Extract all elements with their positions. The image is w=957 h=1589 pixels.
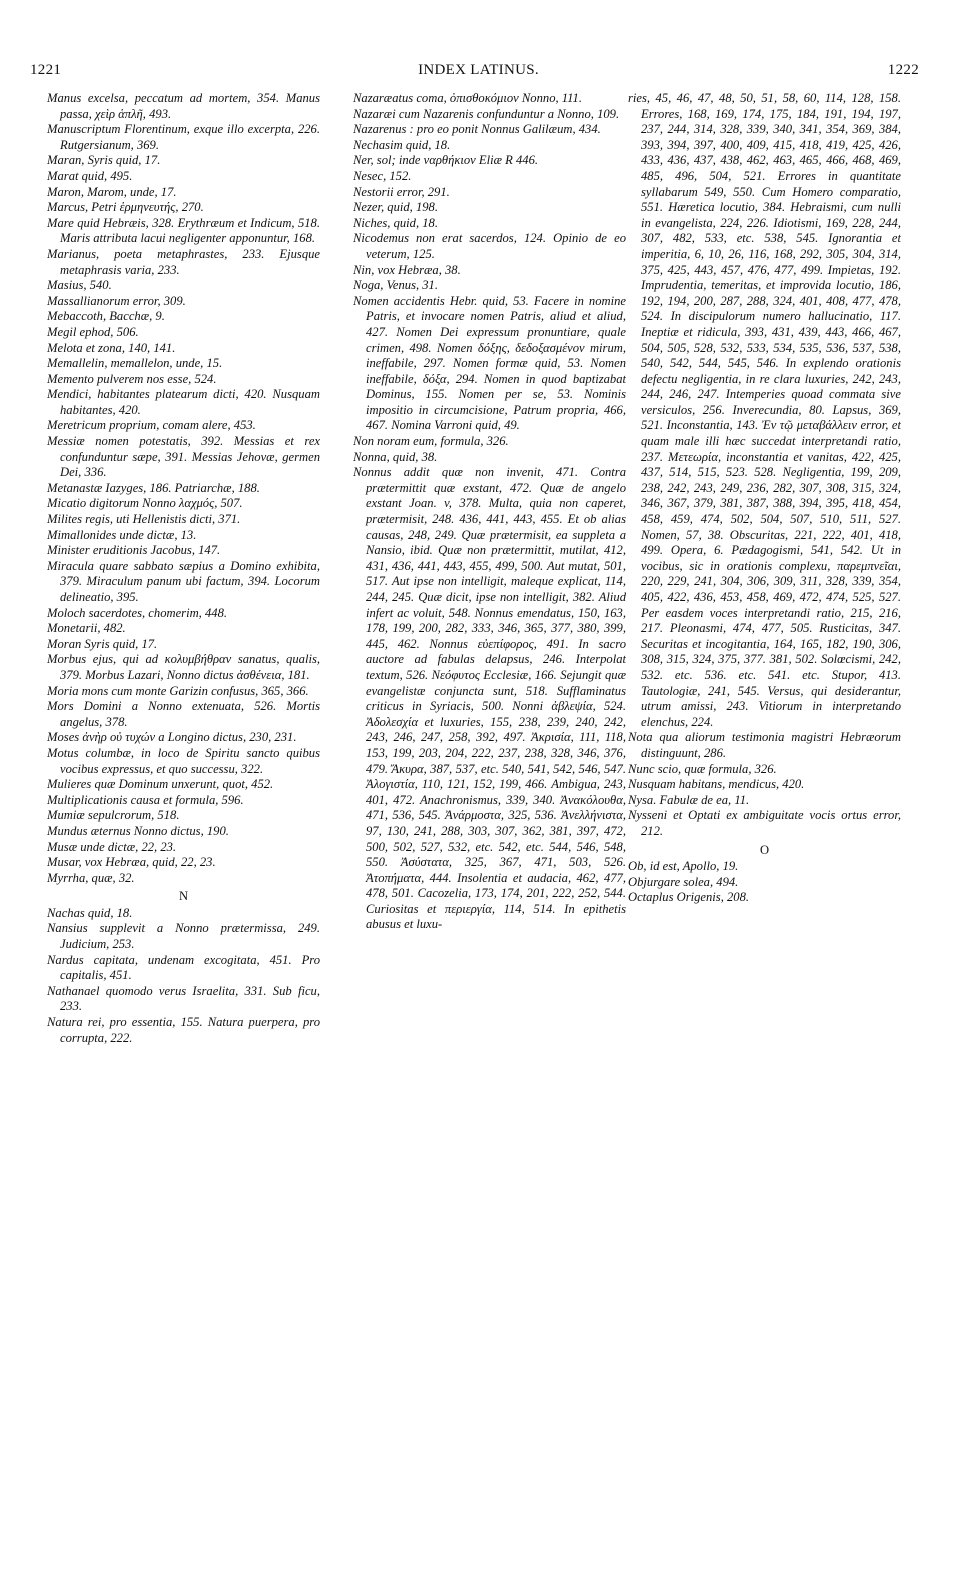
- running-title: INDEX LATINUS.: [418, 62, 539, 78]
- index-entry: Nesec, 152.: [353, 168, 412, 183]
- index-entry: Moran Syris quid, 17.: [47, 636, 158, 651]
- index-entry: Nin, vox Hebræa, 38.: [353, 262, 461, 277]
- index-entry: Mors Domini a Nonno extenuata, 526. Mortis angelus, 378.: [47, 699, 320, 729]
- page-number-left: 1221: [30, 62, 62, 78]
- index-entry: Marcus, Petri ἑρμηνευτής, 270.: [47, 200, 204, 215]
- index-entry: Nardus capitata, undenam excogitata, 451. Pro capitalis, 451.: [47, 952, 320, 983]
- index-entry: Motus columbæ, in loco de Spiritu sancto quibus vocibus expressus, et quo successu, 322.: [47, 745, 320, 776]
- index-entry: Musæ unde dictæ, 22, 23.: [47, 839, 177, 854]
- index-entry: Nunc scio, quæ formula, 326.: [628, 761, 777, 776]
- index-entry: Nysseni et Optati ex ambiguitate vocis ortus error, 212.: [628, 808, 901, 838]
- index-entry: Moloch sacerdotes, chomerim, 448.: [47, 605, 228, 620]
- index-entry: Manuscriptum Florentinum, exque illo excerpta, 226. Rutgersianum, 369.: [47, 122, 320, 152]
- index-entry: Non noram eum, formula, 326.: [353, 434, 509, 449]
- index-entry: Marat quid, 495.: [47, 168, 133, 183]
- index-entry: Miracula quare sabbato sæpius a Domino exhibita, 379. Miraculum panum ubi factum, 394. Locorum delineatio, 395.: [47, 558, 320, 604]
- index-entry: Melota et zona, 140, 141.: [47, 340, 176, 355]
- index-entry: Moria mons cum monte Garizin confusus, 365, 366.: [47, 683, 309, 698]
- index-entry: Mulieres quæ Dominum unxerunt, quot, 452.: [47, 777, 274, 792]
- index-entry: Mimallonides unde dictæ, 13.: [47, 527, 197, 542]
- index-entry: Nusquam habitans, mendicus, 420.: [628, 777, 805, 792]
- index-entry: Nechasim quid, 18.: [353, 137, 451, 152]
- index-entry: Memallelin, memallelon, unde, 15.: [47, 356, 223, 371]
- index-entry: Nonna, quid, 38.: [353, 449, 438, 464]
- index-entry: Mebaccoth, Bacchæ, 9.: [47, 309, 165, 324]
- index-entry: Mundus æternus Nonno dictus, 190.: [47, 823, 229, 838]
- index-entry: Multiplicationis causa et formula, 596.: [47, 792, 244, 807]
- index-entry: Milites regis, uti Hellenistis dicti, 371.: [47, 512, 241, 527]
- index-entry: Musar, vox Hebræa, quid, 22, 23.: [47, 855, 216, 870]
- index-entry: Maron, Marom, unde, 17.: [47, 184, 177, 199]
- index-entry: Metanastæ Iazyges, 186. Patriarchæ, 188.: [47, 480, 260, 495]
- index-entry: Massallianorum error, 309.: [47, 293, 186, 308]
- index-entry: Nezer, quid, 198.: [353, 200, 439, 215]
- index-entry: Micatio digitorum Nonno λαχμός, 507.: [47, 496, 243, 511]
- index-entry: Memento pulverem nos esse, 524.: [47, 371, 217, 386]
- index-column-3: [628, 91, 901, 1571]
- index-entry: Nestorii error, 291.: [353, 184, 450, 199]
- section-letter: N: [178, 889, 189, 904]
- index-entry: Nansius supplevit a Nonno prætermissa, 249. Judicium, 253.: [47, 921, 320, 952]
- index-entry: Nazaræatus coma, ὀπισθοκόμιον Nonno, 111.: [353, 91, 582, 105]
- index-entry: Ner, sol; inde ναρθήκιον Eliæ R 446.: [353, 153, 539, 168]
- index-entry: Mumiæ sepulcrorum, 518.: [47, 808, 180, 823]
- index-entry: Nazarenus : pro eo ponit Nonnus Galilæum, 434.: [353, 122, 601, 137]
- index-entry: ries, 45, 46, 47, 48, 50, 51, 58, 60, 114, 128, 158. Errores, 168, 169, 174, 175, 184, 191, 194, 197, 237, 244, 314, 328, 339, 340, 341, 354, 369, 384, 393, 394, 397, 400, 409, 415, 418, 419, 425, 426, 433, 436, 437, 438, 462, 463, 465, 466, 468, 469, 485, 496, 504, 521. Errores in quantitate syllabarum 549, 550. Cum Homero comparatio, 551. Hæretica locutio, 384. Hebraismi, cum nulli in evangelista, 224, 226. Idiotismi, 169, 228, 244, 307, 482, 533, etc. 538, 545. Ignorantia et imperitia, 6, 10, 26, 116, 168, 292, 305, 304, 314, 375, 425, 443, 457, 476, 477, 499. Impietas, 192. Imprudentia, temeritas, et improvida locutio, 186, 192, 194, 200, 287, 288, 324, 401, 408, 477, 478, 524. In discipulorum numero hallucinatio, 117. Ineptiæ et ridicula, 393, 431, 439, 443, 466, 467, 504, 505, 528, 532, 533, 534, 535, 536, 537, 538, 540, 542, 544, 545, 546. In explendo orationis defectu negligentia, in re clara luxuries, 242, 243, 244, 246, 247. Intemperies quoad commata sive versiculos, 256. Inverecundia, 80. Lapsus, 369, 521. Inconstantia, 143. Ἐν τῷ μεταβάλλειν error, et quam male illi hæc succedat interpretandi ratio, 237. Μετεωρία, inconstantia et vanitas, 422, 425, 437, 514, 515, 523. 528. Negligentia, 199, 209, 238, 242, 243, 249, 236, 282, 307, 308, 315, 324, 346, 367, 379, 381, 387, 388, 394, 395, 418, 454, 458, 459, 474, 502, 504, 507, 510, 511, 527. Nomen, 57, 38. Obscuritas, 221, 222, 401, 418, 499. Opera, 6. Pædagogismi, 541, 542. Ut in vocibus, sic in orationis complexu, παρεμπνεῖαι, 220, 229, 241, 304, 306, 309, 311, 328, 339, 354, 405, 422, 436, 453, 458, 469, 472, 474, 525, 527. Per easdem voces interpretandi ratio, 215, 216, 217. Pleonasmi, 474, 477, 505. Rusticitas, 347. Securitas et incogitantia, 164, 165, 182, 190, 306, 308, 315, 324, 375, 377. 381, 502. Solœcismi, 242, 532. etc. 536. etc. 541. etc. Stupor, 413. Tautologiæ, 241, 545. Versus, qui desiderantur, utrum amissi, 243. Vitiorum in interpretando elenchus, 224.: [628, 91, 901, 729]
- index-entry: Octaplus Origenis, 208.: [628, 890, 750, 905]
- index-entry: Natura rei, pro essentia, 155. Natura puerpera, pro corrupta, 222.: [47, 1015, 320, 1045]
- index-entry: Nicodemus non erat sacerdos, 124. Opinio de eo veterum, 125.: [353, 231, 626, 261]
- index-entry: Nazaræi cum Nazarenis confunduntur a Nonno, 109.: [353, 106, 620, 121]
- index-entry: Ob, id est, Apollo, 19.: [628, 859, 739, 874]
- index-entry: Niches, quid, 18.: [353, 215, 439, 230]
- index-entry: Mendici, habitantes platearum dicti, 420. Nusquam habitantes, 420.: [47, 387, 320, 417]
- index-entry: Masius, 540.: [47, 278, 112, 293]
- index-entry: Myrrha, quæ, 32.: [47, 870, 135, 885]
- index-entry: Nomen accidentis Hebr. quid, 53. Facere in nomine Patris, et invocare nomen Patris, aliud et aliud, 427. Nomen Dei expressum pronuntiare, quale crimen, 498. Nomen δόξης, δεδοξασμένον mirum, ineffabile, 297. Nomen formæ quid, 53. Nomen ineffabile, δόξα, 294. Nomen in quod baptizabat Dominus, 155. Nomen per se, 53. Nominis impositio in circumcisione, Patrum propria, 466, 467. Nomina Varroni quid, 49.: [353, 293, 626, 433]
- index-entry: Marianus, poeta metaphrastes, 233. Ejusque metaphrasis varia, 233.: [47, 246, 320, 277]
- index-entry: Monetarii, 482.: [47, 621, 126, 636]
- index-entry: Maran, Syris quid, 17.: [47, 153, 161, 168]
- index-entry: Nathanael quomodo verus Israelita, 331. Sub ficu, 233.: [47, 983, 320, 1014]
- index-entry: Megil ephod, 506.: [47, 324, 139, 339]
- index-entry: Moses ἀνὴρ οὐ τυχών a Longino dictus, 230, 231.: [47, 730, 297, 745]
- index-entry: Nota qua aliorum testimonia magistri Hebræorum distinguunt, 286.: [628, 730, 901, 760]
- index-column-1: [47, 91, 320, 1571]
- page-number-right: 1222: [887, 62, 919, 78]
- section-letter: O: [759, 842, 770, 857]
- index-entry: Morbus ejus, qui ad κολυμβήθραν sanatus, qualis, 379. Morbus Lazari, Nonno dictus ἀσθένεια, 181.: [47, 652, 320, 682]
- index-entry: Mare quid Hebræis, 328. Erythræum et Indicum, 518. Maris attributa lacui negligenter apponuntur, 168.: [47, 215, 320, 246]
- index-column-2: [353, 91, 626, 1571]
- index-entry: Nonnus addit quæ non invenit, 471. Contra prætermittit quæ exstant, 472. Quæ de angelo exstant Joan. v, 378. Multa, quia non caperet, prætermisit, 248. 436, 441, 443, 455. Et ob alias causas, 248, 249. Quæ prætermisit, ea suppleta a Nansio, ibid. Quæ non prætermittit, mutilat, 412, 431, 436, 441, 443, 455, 499, 500. Aut mutat, 501, 517. Aut ipse non intelligit, maleque explicat, 114, 244, 245. Quæ dicit, ipse non intelligit, 382. Aliud infert ac voluit, 548. Nonnus emendatus, 150, 163, 178, 199, 200, 282, 333, 346, 365, 377, 380, 399, 445, 462. Nonnus εὐεπίφορος, 491. In sacro auctore ad fabulas delapsus, 246. Interpolat textum, 526. Νεόφυτος Ecclesiæ, 166. Sejungit quæ evangelistæ conjuncta sunt, 518. Sufflaminatus criticus in Syriacis, 500. Nonni ἀβλεψία, 524. Ἀδολεσχία et luxuries, 155, 238, 239, 240, 242, 243, 246, 247, 258, 392, 497. Ἀκρισία, 111, 118, 153, 199, 203, 204, 222, 237, 238, 328, 346, 376, 479. Ἄκυρα, 387, 537, etc. 540, 541, 542, 546, 547. Ἀλογιστία, 110, 121, 152, 199, 466. Ambigua, 243, 401, 472. Anachronismus, 339, 340. Ἀνακόλουθα, 471, 536, 545. Ἀνάρμοστα, 325, 536. Ἀνελλήνιστα, 97, 130, 241, 288, 303, 307, 362, 381, 397, 472, 500, 502, 527, 532, etc. 542, etc. 544, 546, 548, 550. Ἀσύστατα, 325, 367, 471, 503, 526. Ἀτοπήματα, 444. Insolentia et audacia, 462, 477, 478, 501. Cacozelia, 173, 174, 201, 222, 252, 544. Curiositas et περιεργία, 114, 514. In epithetis abusus et luxu-: [353, 465, 626, 932]
- index-entry: Nysa. Fabulæ de ea, 11.: [628, 792, 750, 807]
- index-entry: Minister eruditionis Jacobus, 147.: [47, 543, 221, 558]
- index-entry: Messiæ nomen potestatis, 392. Messias et rex confunduntur sæpe, 391. Messias Jehovæ, germen Dei, 336.: [47, 434, 320, 480]
- index-entry: Noga, Venus, 31.: [353, 278, 439, 293]
- index-entry: Meretricum proprium, comam alere, 453.: [47, 418, 256, 433]
- index-entry: Nachas quid, 18.: [47, 905, 133, 920]
- index-entry: Manus excelsa, peccatum ad mortem, 354. Manus passa, χεὶρ ἁπλῆ, 493.: [47, 91, 320, 121]
- index-entry: Objurgare solea, 494.: [628, 874, 739, 889]
